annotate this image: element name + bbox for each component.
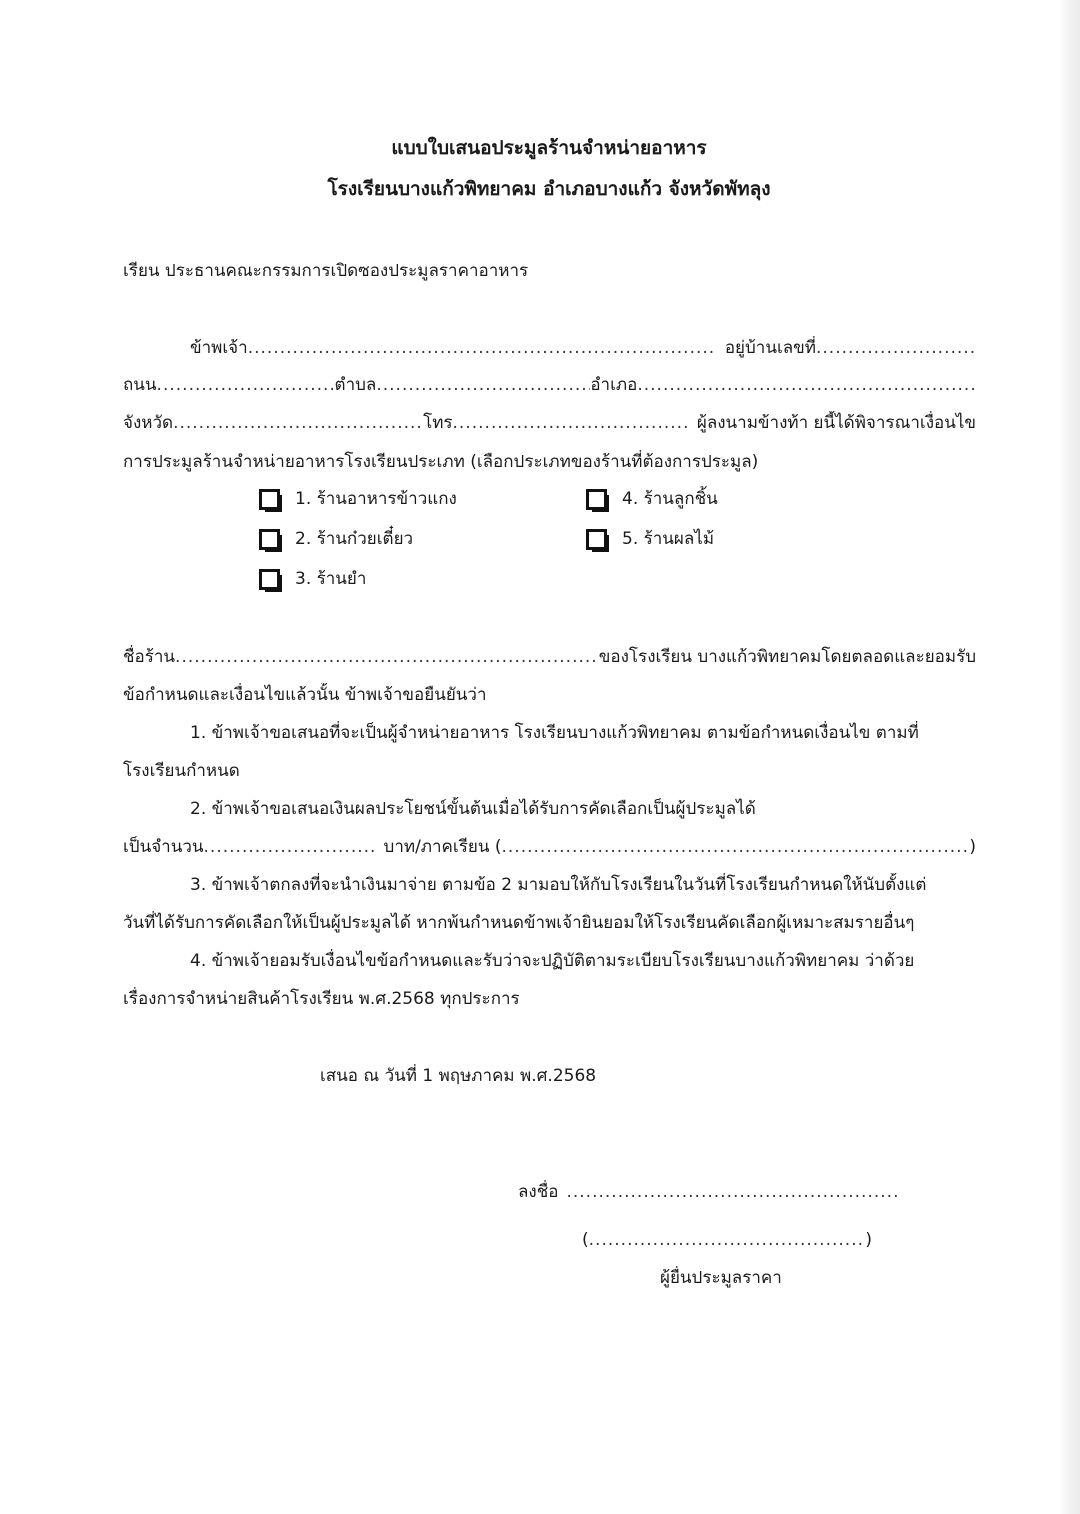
- option-noodle[interactable]: [259, 527, 413, 551]
- option-spicy-salad[interactable]: [259, 567, 366, 591]
- checkbox-icon[interactable]: [586, 529, 607, 550]
- clause-1-line-2: โรงเรียนกำหนด: [123, 761, 240, 781]
- phone-label: โทร: [423, 413, 453, 433]
- option-label: 2. ร้านก๋วยเตี๋ยว: [295, 529, 414, 549]
- checkbox-icon[interactable]: [259, 529, 280, 550]
- page-edge-shadow: [1058, 0, 1080, 1514]
- option-meatball[interactable]: [586, 487, 718, 511]
- option-label: 1. ร้านอาหารข้าวแกง: [295, 489, 457, 509]
- checkbox-icon[interactable]: [586, 489, 607, 510]
- name-label: ข้าพเจ้า: [190, 338, 248, 358]
- clause-2-line-1: 2. ข้าพเจ้าขอเสนอเงินผลประโยชน์ขั้นต้นเมื่อได้รับการคัดเลือกเป็นผู้ประมูลได้: [190, 799, 756, 819]
- district-blank[interactable]: [637, 373, 976, 397]
- signature-blank[interactable]: [566, 1180, 898, 1204]
- clause-1-line-1: 1. ข้าพเจ้าขอเสนอที่จะเป็นผู้จำหน่ายอาหาร โรงเรียนบางแก้วพิทยาคม ตามข้อกำหนดเงื่อนไข ตามที่: [190, 723, 919, 743]
- amount-label: เป็นจำนวน: [123, 837, 204, 857]
- shop-name-blank[interactable]: [175, 645, 599, 669]
- subdistrict-label: ตำบล: [334, 375, 377, 395]
- province-label: จังหวัด: [123, 413, 174, 433]
- clause-3-line-2: วันที่ได้รับการคัดเลือกให้เป็นผู้ประมูลได้ หากพ้นกำหนดข้าพเจ้ายินยอมให้โรงเรียนคัดเลือกผู้เหมาะสมรายอื่นๆ: [123, 913, 915, 933]
- printed-name-close-paren: ): [865, 1230, 872, 1250]
- name-blank[interactable]: [248, 336, 715, 360]
- phone-blank[interactable]: [453, 411, 689, 435]
- signature-line: [518, 1180, 898, 1204]
- shop-tail-text: ของโรงเรียน บางแก้วพิทยาคมโดยตลอดและยอมรับ: [598, 647, 976, 667]
- checkbox-icon[interactable]: [259, 569, 280, 590]
- consider-text: ผู้ลงนามข้างท้า ยนี้ได้พิจารณาเงื่อนไข: [696, 413, 976, 433]
- option-label: 3. ร้านยำ: [295, 569, 367, 589]
- amount-close-paren: ): [969, 837, 976, 857]
- category-instruction: การประมูลร้านจำหน่ายอาหารโรงเรียนประเภท (เลือกประเภทของร้านที่ต้องการประมูล): [123, 452, 759, 472]
- applicant-name-line: [190, 336, 976, 360]
- road-blank[interactable]: [157, 373, 335, 397]
- house-number-label: อยู่บ้านเลขที่: [724, 338, 816, 358]
- shop-name-label: ชื่อร้าน: [123, 647, 176, 667]
- address-line: [123, 373, 976, 397]
- printed-name-open-paren: (: [582, 1230, 589, 1250]
- district-label: อำเภอ: [590, 375, 638, 395]
- printed-name-line: [582, 1228, 872, 1252]
- signer-role: ผู้ยื่นประมูลราคา: [660, 1268, 782, 1288]
- amount-words-blank[interactable]: [502, 835, 970, 859]
- shop-line2: ข้อกำหนดและเงื่อนไขแล้วนั้น ข้าพเจ้าขอยืนยันว่า: [123, 685, 487, 705]
- province-phone-line: [123, 411, 976, 435]
- house-number-blank[interactable]: [816, 336, 976, 360]
- option-fruit[interactable]: [586, 527, 714, 551]
- clause-4-line-1: 4. ข้าพเจ้ายอมรับเงื่อนไขข้อกำหนดและรับว่าจะปฏิบัติตามระเบียบโรงเรียนบางแก้วพิทยาคม ว่าด้วย: [190, 951, 915, 971]
- form-subtitle: โรงเรียนบางแก้วพิทยาคม อำเภอบางแก้ว จังหวัดพัทลุง: [327, 178, 771, 200]
- addressee-line: เรียน ประธานคณะกรรมการเปิดซองประมูลราคาอาหาร: [123, 261, 529, 281]
- province-blank[interactable]: [173, 411, 423, 435]
- shop-name-line: [123, 645, 976, 669]
- checkbox-icon[interactable]: [259, 489, 280, 510]
- clause-2-amount-line: [123, 835, 976, 859]
- printed-name-blank[interactable]: [589, 1228, 866, 1252]
- option-label: 5. ร้านผลไม้: [622, 529, 715, 549]
- amount-blank[interactable]: [204, 835, 376, 859]
- option-rice-curry[interactable]: [259, 487, 457, 511]
- clause-4-line-2: เรื่องการจำหน่ายสินค้าโรงเรียน พ.ศ.2568 ทุกประการ: [123, 989, 520, 1009]
- amount-unit: บาท/ภาคเรียน (: [383, 837, 502, 857]
- option-label: 4. ร้านลูกชิ้น: [622, 489, 718, 509]
- signature-label: ลงชื่อ: [518, 1182, 559, 1202]
- clause-3-line-1: 3. ข้าพเจ้าตกลงที่จะนำเงินมาจ่าย ตามข้อ 2 มามอบให้กับโรงเรียนในวันที่โรงเรียนกำหนดให้นับตั้งแต่: [190, 875, 927, 895]
- road-label: ถนน: [123, 375, 157, 395]
- form-title: แบบใบเสนอประมูลร้านจำหน่ายอาหาร: [391, 137, 707, 159]
- date-line: เสนอ ณ วันที่ 1 พฤษภาคม พ.ศ.2568: [320, 1066, 597, 1086]
- subdistrict-blank[interactable]: [376, 373, 590, 397]
